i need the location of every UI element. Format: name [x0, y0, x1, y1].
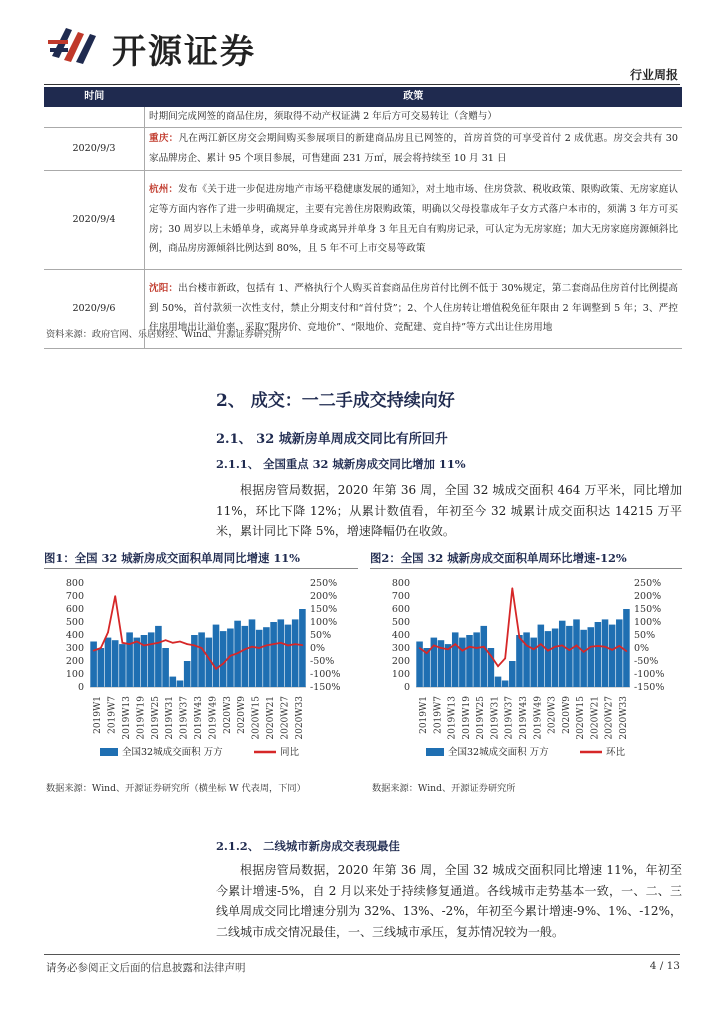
- y-left-tick-label: 0: [77, 682, 84, 693]
- bar: [502, 681, 509, 688]
- legend-line-label: 环比: [606, 747, 626, 758]
- line-point: [114, 595, 116, 597]
- line-point: [526, 645, 528, 647]
- legend-bar-label: 全国32城成交面积 万方: [122, 747, 223, 758]
- bar: [523, 632, 530, 687]
- line-point: [230, 655, 232, 657]
- bar: [609, 625, 616, 687]
- bar: [184, 661, 191, 687]
- legend-bar-swatch: [100, 748, 118, 756]
- line-point: [266, 645, 268, 647]
- bar: [270, 622, 277, 687]
- line-point: [611, 649, 613, 651]
- x-tick-label: 2019W13: [122, 696, 132, 740]
- y-right-tick-label: 250%: [634, 578, 662, 589]
- line-point: [569, 649, 571, 651]
- bar: [98, 648, 105, 687]
- column-header-date: 时间: [44, 87, 145, 107]
- bar: [285, 625, 292, 687]
- line-point: [222, 663, 224, 665]
- x-tick-label: 2019W19: [461, 696, 472, 740]
- bar: [119, 644, 126, 687]
- line-point: [237, 652, 239, 654]
- y-right-tick-label: -100%: [310, 669, 341, 680]
- line-point: [497, 665, 499, 667]
- y-right-tick-label: 150%: [634, 604, 662, 615]
- row-date: 2020/9/4: [44, 170, 145, 269]
- line-point: [280, 642, 282, 644]
- bar: [155, 626, 162, 687]
- body-paragraph: 根据房管局数据，2020 年第 36 周，全国 32 城成交面积 464 万平米，同比增加 11%，环比下降 12%；从累计数值看，年初至今 32 城累计成交面积达 14215 万平米，累计同比下降 5%，增速降幅仍在收敛。: [216, 483, 682, 538]
- chart-1: [44, 569, 358, 769]
- bar: [623, 609, 630, 687]
- line-point: [547, 650, 549, 652]
- y-left-tick-label: 300: [391, 643, 410, 654]
- y-left-tick-label: 800: [65, 578, 84, 589]
- x-tick-label: 2020W33: [294, 696, 305, 740]
- line-point: [512, 587, 514, 589]
- row-date: [44, 107, 145, 127]
- row-text: 杭州：发布《关于进一步促进房地产市场平稳健康发展的通知》，对土地市场、住房贷款、税收政策、限购政策、无房家庭认定等方面内容作了进一步明确规定，主要有完善住房限购政策，明确以父母投靠成年子女方式落户本市的，须满 3 年方可买房；30 周岁以上未婚单身，或离异单身或离异并单身 3 年且无自有购房记录，可认定为无房家庭；加大无房家庭房源倾斜比例，商品房房源倾斜比例达到 80%，且 5 年不可上市交易等政策: [145, 170, 683, 269]
- line-point: [244, 649, 246, 651]
- bar: [170, 677, 177, 687]
- x-tick-label: 2020W33: [618, 696, 629, 740]
- line-point: [419, 647, 421, 649]
- line-point: [258, 647, 260, 649]
- legend-line-label: 同比: [280, 747, 300, 758]
- line-point: [597, 645, 599, 647]
- bar: [559, 621, 566, 687]
- line-point: [215, 668, 217, 670]
- line-point: [590, 646, 592, 648]
- bar: [516, 635, 523, 687]
- y-left-tick-label: 400: [65, 630, 84, 641]
- x-tick-label: 2019W1: [419, 696, 430, 734]
- row-date: 2020/9/6: [44, 269, 145, 348]
- line-point: [476, 647, 478, 649]
- x-tick-label: 2019W25: [150, 696, 161, 740]
- y-right-tick-label: -100%: [634, 669, 665, 680]
- y-right-tick-label: -50%: [310, 656, 335, 667]
- y-right-tick-label: 200%: [634, 591, 662, 602]
- line-point: [454, 643, 456, 645]
- line-point: [143, 645, 145, 647]
- policy-table: [44, 87, 682, 349]
- bar: [573, 619, 580, 687]
- figure-2-source: 数据来源：Wind、开源证券研究所: [372, 783, 516, 794]
- x-tick-label: 2020W3: [547, 696, 558, 734]
- x-tick-label: 2019W49: [208, 696, 219, 740]
- line-point: [129, 643, 131, 645]
- bar: [191, 635, 198, 687]
- line-point: [533, 649, 535, 651]
- row-text: 重庆：凡在两江新区房交会期间购买参展项目的新建商品房且已网签的，首房首贷的可享受首付 2 成优惠。房交会共有 30 家品牌房企、累计 95 个项目参展，可售建面 231 万㎡，展会将持续至 10 月 31 日: [145, 127, 683, 170]
- line-point: [158, 642, 160, 644]
- table-row: [44, 127, 682, 170]
- x-tick-label: 2019W19: [136, 696, 147, 740]
- line-point: [433, 645, 435, 647]
- chart-2: [370, 569, 682, 769]
- bar: [602, 619, 609, 687]
- page-number: 4 / 13: [649, 960, 680, 972]
- footer-disclaimer: 请务必参阅正文后面的信息披露和法律声明: [46, 962, 246, 974]
- bar: [595, 622, 602, 687]
- bar: [134, 638, 141, 687]
- x-tick-label: 2020W9: [237, 696, 248, 734]
- x-tick-label: 2020W21: [590, 696, 601, 740]
- x-tick-label: 2019W7: [433, 696, 444, 734]
- city-label: 重庆：: [149, 133, 179, 144]
- line-point: [519, 637, 521, 639]
- legend-bar-label: 全国32城成交面积 万方: [448, 747, 549, 758]
- y-left-tick-label: 700: [391, 591, 410, 602]
- bar: [242, 626, 249, 687]
- bar: [580, 630, 587, 687]
- line-point: [186, 643, 188, 645]
- bar: [538, 625, 545, 687]
- bar: [105, 638, 112, 687]
- y-left-tick-label: 500: [391, 617, 410, 628]
- y-right-tick-label: 50%: [634, 630, 656, 641]
- line-point: [583, 651, 585, 653]
- section-heading: 2、 成交：一二手成交持续向好: [216, 391, 455, 411]
- logo-mark-icon: [46, 18, 108, 68]
- x-tick-label: 2019W31: [490, 696, 501, 740]
- line-point: [469, 646, 471, 648]
- line-point: [194, 645, 196, 647]
- y-right-tick-label: 150%: [310, 604, 338, 615]
- line-point: [626, 650, 628, 652]
- x-tick-label: 2019W31: [165, 696, 176, 740]
- column-header-policy: 政策: [145, 87, 683, 107]
- brand-logo: [46, 18, 108, 68]
- policy-table-header: [44, 87, 682, 107]
- bar: [263, 627, 270, 687]
- line-point: [165, 639, 167, 641]
- bar: [220, 631, 227, 687]
- figure-2-title: 图2：全国 32 城新房成交面积单周环比增速-12%: [370, 551, 627, 565]
- line-point: [172, 642, 174, 644]
- bar: [278, 619, 285, 687]
- y-left-tick-label: 400: [391, 630, 410, 641]
- subsection-heading: 2.1、 32 城新房单周成交同比有所回升: [216, 432, 448, 447]
- x-tick-label: 2020W27: [280, 696, 291, 740]
- y-left-tick-label: 100: [391, 669, 410, 680]
- bar: [552, 629, 559, 688]
- city-label: 杭州：: [149, 184, 179, 196]
- line-point: [540, 643, 542, 645]
- bar: [566, 626, 573, 687]
- bar: [90, 642, 97, 688]
- bar: [452, 632, 459, 687]
- bar: [466, 635, 473, 687]
- figure-2-container: [370, 568, 682, 769]
- line-point: [150, 643, 152, 645]
- x-tick-label: 2019W13: [447, 696, 458, 740]
- bar: [126, 632, 133, 687]
- bar: [299, 609, 306, 687]
- bar: [445, 644, 452, 687]
- line-point: [426, 652, 428, 654]
- line-point: [100, 647, 102, 649]
- line-point: [483, 646, 485, 648]
- line-point: [302, 644, 304, 646]
- bar: [148, 632, 155, 687]
- y-left-tick-label: 600: [391, 604, 410, 615]
- line-point: [107, 632, 109, 634]
- report-type: 行业周报: [629, 68, 678, 82]
- y-left-tick-label: 300: [65, 643, 84, 654]
- bar: [588, 627, 595, 687]
- bar: [292, 619, 299, 687]
- x-tick-label: 2019W43: [194, 696, 204, 740]
- line-point: [294, 643, 296, 645]
- y-right-tick-label: 100%: [634, 617, 662, 628]
- y-right-tick-label: -50%: [634, 656, 659, 667]
- line-point: [561, 645, 563, 647]
- bar: [459, 638, 466, 687]
- bar: [530, 638, 537, 687]
- bar: [141, 635, 148, 687]
- x-tick-label: 2019W1: [93, 696, 104, 734]
- header-divider: [44, 84, 680, 85]
- x-tick-label: 2019W7: [107, 696, 118, 734]
- line-point: [504, 658, 506, 660]
- y-left-tick-label: 600: [65, 604, 84, 615]
- y-right-tick-label: 100%: [310, 617, 338, 628]
- y-left-tick-label: 200: [391, 656, 410, 667]
- body-paragraph: 根据房管局数据，2020 年第 36 周，全国 32 城成交面积同比增速 11%，年初至今累计增速-5%，自 2 月以来处于持续修复通道。各线城市走势基本一致，一、二、三线单周成交同比增速分别为 32%、13%、-2%，年初至今累计增速-9%、1%、-12%，二线城市成交情况最佳，一、三线城市承压，复苏情况较为一般。: [216, 863, 682, 939]
- bar: [177, 681, 184, 688]
- y-left-tick-label: 800: [391, 578, 410, 589]
- x-tick-label: 2019W25: [476, 696, 487, 740]
- line-point: [179, 641, 181, 643]
- brand-name: 开源证券: [112, 32, 256, 72]
- legend-bar-swatch: [426, 748, 444, 756]
- y-right-tick-label: 0%: [310, 643, 326, 654]
- x-tick-label: 2019W37: [179, 696, 190, 740]
- figure-1-source: 数据来源：Wind、开源证券研究所（横坐标 W 代表周，下同）: [46, 783, 306, 794]
- line-point: [208, 658, 210, 660]
- bar: [509, 661, 516, 687]
- x-tick-label: 2020W15: [251, 696, 262, 740]
- figure-1-title: 图1：全国 32 城新房成交面积单周同比增速 11%: [44, 551, 300, 565]
- y-right-tick-label: -150%: [634, 682, 665, 693]
- row-text: 沈阳：出台楼市新政，包括有 1、严格执行个人购买首套商品住房首付比例不低于 30%规定，第二套商品住房首付比例提高到 50%，首付款须一次性支付，禁止分期支付和“首付贷”；2、个人住房转让增值税免征年限由 2 年调整到 5 年；3、严控住房用地出让溢价率，采取“限房价、竞地价”、“限地价、竞配建、竞自持”等方式出让住房用地: [145, 269, 683, 348]
- bar: [481, 626, 488, 687]
- y-right-tick-label: 200%: [310, 591, 338, 602]
- subsubsection-heading: 2.1.2、 二线城市新房成交表现最佳: [216, 839, 400, 853]
- x-tick-label: 2020W15: [576, 696, 587, 740]
- line-point: [287, 645, 289, 647]
- city-label: 沈阳：: [149, 283, 179, 295]
- x-tick-label: 2020W9: [561, 696, 572, 734]
- x-tick-label: 2020W21: [266, 696, 276, 740]
- x-tick-label: 2019W49: [533, 696, 544, 740]
- row-text: 时期间完成网签的商品住房，须取得不动产权证满 2 年后方可交易转让（含赠与）: [145, 107, 683, 127]
- table-row: [44, 170, 682, 269]
- table-source: 资料来源：政府官网、乐居财经、Wind、开源证券研究所: [46, 329, 282, 340]
- line-point: [490, 655, 492, 657]
- footer-divider: [44, 954, 680, 955]
- y-left-tick-label: 700: [65, 591, 84, 602]
- line-point: [273, 643, 275, 645]
- bar: [545, 631, 552, 687]
- bar: [473, 632, 480, 687]
- table-row: [44, 107, 682, 127]
- bar: [213, 625, 220, 687]
- y-right-tick-label: 0%: [634, 643, 650, 654]
- y-right-tick-label: -150%: [310, 682, 341, 693]
- y-left-tick-label: 500: [65, 617, 84, 628]
- y-left-tick-label: 0: [403, 682, 410, 693]
- line-point: [122, 642, 124, 644]
- bar: [162, 648, 169, 687]
- x-tick-label: 2020W27: [604, 696, 615, 740]
- line-point: [604, 646, 606, 648]
- line-point: [251, 646, 253, 648]
- bar: [495, 677, 502, 687]
- bar: [198, 632, 205, 687]
- x-tick-label: 2019W37: [504, 696, 515, 740]
- line-point: [201, 647, 203, 649]
- line-point: [576, 645, 578, 647]
- line-point: [619, 645, 621, 647]
- figure-1-container: [44, 568, 358, 769]
- x-tick-label: 2019W43: [519, 696, 529, 740]
- bar: [616, 619, 623, 687]
- line-point: [462, 650, 464, 652]
- row-date: 2020/9/3: [44, 127, 145, 170]
- subsubsection-heading: 2.1.1、 全国重点 32 城新房成交同比增加 11%: [216, 457, 466, 471]
- bar: [112, 640, 119, 687]
- x-tick-label: 2020W3: [222, 696, 233, 734]
- line-point: [93, 650, 95, 652]
- bar: [249, 619, 256, 687]
- line-point: [440, 647, 442, 649]
- line-point: [136, 641, 138, 643]
- line-point: [447, 649, 449, 651]
- bar: [256, 630, 263, 687]
- y-right-tick-label: 50%: [310, 630, 332, 641]
- y-right-tick-label: 250%: [310, 578, 338, 589]
- y-left-tick-label: 100: [65, 669, 84, 680]
- y-left-tick-label: 200: [65, 656, 84, 667]
- line-point: [554, 646, 556, 648]
